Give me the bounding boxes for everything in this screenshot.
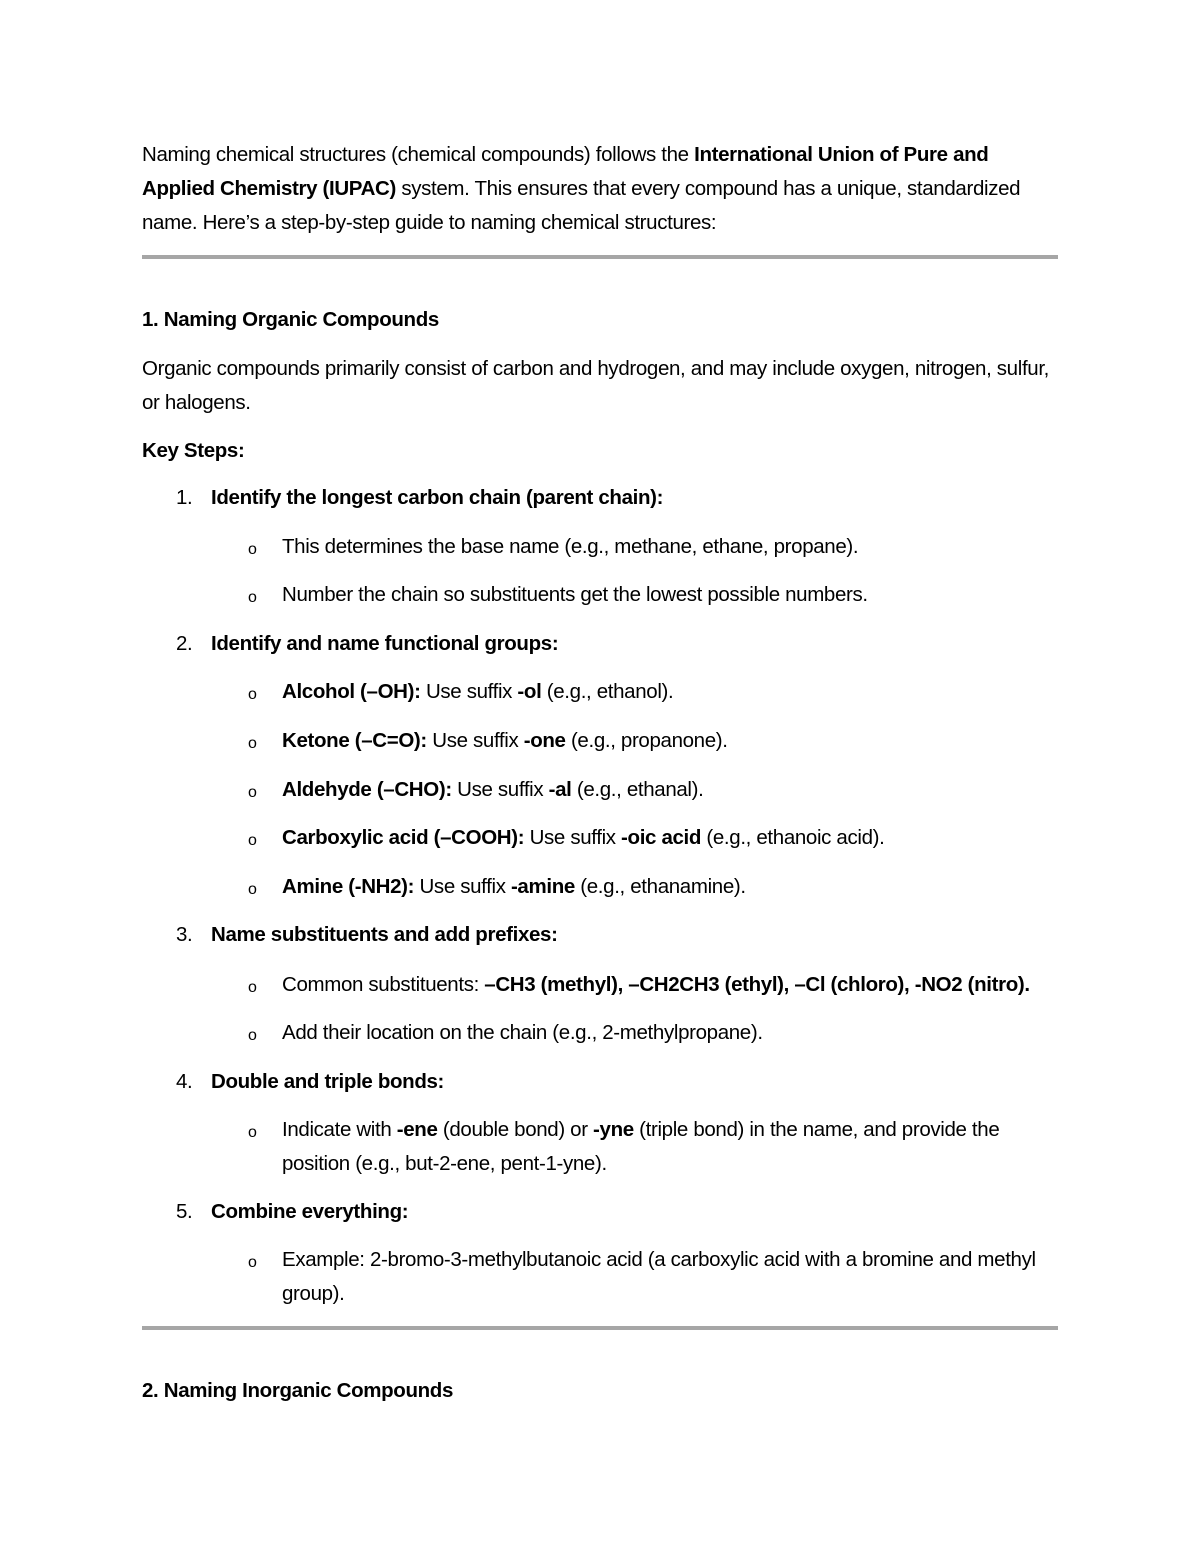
bullet-icon: o	[248, 881, 257, 898]
group-suffix: -oic acid	[621, 826, 702, 849]
group-suffix: -amine	[510, 875, 575, 898]
group-suffix: -ol	[517, 680, 542, 703]
group-name: Alcohol (–OH):	[282, 680, 421, 703]
suffix-yne: -yne	[593, 1118, 634, 1141]
key-steps-label: Key Steps:	[142, 439, 245, 462]
group-name: Aldehyde (–CHO):	[282, 778, 452, 801]
suffix-ene: -ene	[396, 1118, 438, 1141]
bullet-icon: o	[248, 735, 257, 752]
step-title: Name substituents and add prefixes:	[211, 923, 558, 946]
intro-text-1: Naming chemical structures (chemical compounds) follows the	[142, 143, 695, 166]
group-text: Use suffix	[426, 729, 524, 752]
bullet-icon: o	[248, 541, 257, 558]
step-number: 5.	[176, 1200, 193, 1223]
group-suffix: -al	[548, 778, 572, 801]
step-number: 3.	[176, 923, 193, 946]
step-number: 4.	[176, 1070, 193, 1093]
sub-text: This determines the base name (e.g., methane, ethane, propane).	[282, 535, 859, 558]
group-name: Amine (-NH2):	[282, 875, 415, 898]
bullet-icon: o	[248, 784, 257, 801]
horizontal-rule-1	[142, 255, 1058, 259]
sub-text: Indicate with	[282, 1118, 397, 1141]
intro-text-2: system. This ensures that every compound has a unique, standardized name. Here’s a step-by-step guide to naming chemical structures:	[142, 177, 1021, 234]
group-text: Use suffix	[451, 778, 549, 801]
intro-iupac-name: International Union of Pure and Applied Chemistry (IUPAC)	[142, 143, 989, 200]
group-example: (e.g., propanone).	[565, 729, 728, 752]
bullet-icon: o	[248, 1124, 257, 1141]
bullet-icon: o	[248, 979, 257, 996]
sub-text: Common substituents:	[282, 973, 485, 996]
section1-heading: 1. Naming Organic Compounds	[142, 308, 439, 331]
sub-text: (double bond) or	[437, 1118, 594, 1141]
group-example: (e.g., ethanol).	[541, 680, 674, 703]
bullet-icon: o	[248, 1254, 257, 1271]
group-example: (e.g., ethanoic acid).	[701, 826, 885, 849]
group-text: Use suffix	[524, 826, 622, 849]
group-example: (e.g., ethanal).	[571, 778, 704, 801]
bullet-icon: o	[248, 1027, 257, 1044]
group-name: Carboxylic acid (–COOH):	[282, 826, 525, 849]
group-suffix: -one	[523, 729, 566, 752]
group-name: Ketone (–C=O):	[282, 729, 427, 752]
step-title: Identify the longest carbon chain (parent chain):	[211, 486, 664, 509]
section1-description: Organic compounds primarily consist of carbon and hydrogen, and may include oxygen, nitrogen, sulfur, or halogens.	[142, 357, 1050, 414]
group-text: Use suffix	[420, 680, 518, 703]
step-title: Identify and name functional groups:	[211, 632, 559, 655]
step-number: 2.	[176, 632, 193, 655]
horizontal-rule-2	[142, 1326, 1058, 1330]
sub-text: Add their location on the chain (e.g., 2-methylpropane).	[282, 1021, 763, 1044]
sub-text: Example: 2-bromo-3-methylbutanoic acid (a carboxylic acid with a bromine and methyl group).	[282, 1248, 1036, 1305]
section2-heading: 2. Naming Inorganic Compounds	[142, 1379, 454, 1402]
step-title: Double and triple bonds:	[211, 1070, 445, 1093]
group-example: (e.g., ethanamine).	[574, 875, 746, 898]
step-title: Combine everything:	[211, 1200, 409, 1223]
group-text: Use suffix	[414, 875, 511, 898]
substituent-list: –CH3 (methyl), –CH2CH3 (ethyl), –Cl (chloro), -NO2 (nitro).	[484, 973, 1030, 996]
bullet-icon: o	[248, 686, 257, 703]
sub-text: (triple bond) in the name, and provide the position (e.g., but-2-ene, pent-1-yne).	[282, 1118, 1000, 1175]
intro-paragraph	[142, 138, 1060, 240]
step-number: 1.	[176, 486, 193, 509]
bullet-icon: o	[248, 589, 257, 606]
sub-text: Number the chain so substituents get the lowest possible numbers.	[282, 583, 868, 606]
bullet-icon: o	[248, 832, 257, 849]
